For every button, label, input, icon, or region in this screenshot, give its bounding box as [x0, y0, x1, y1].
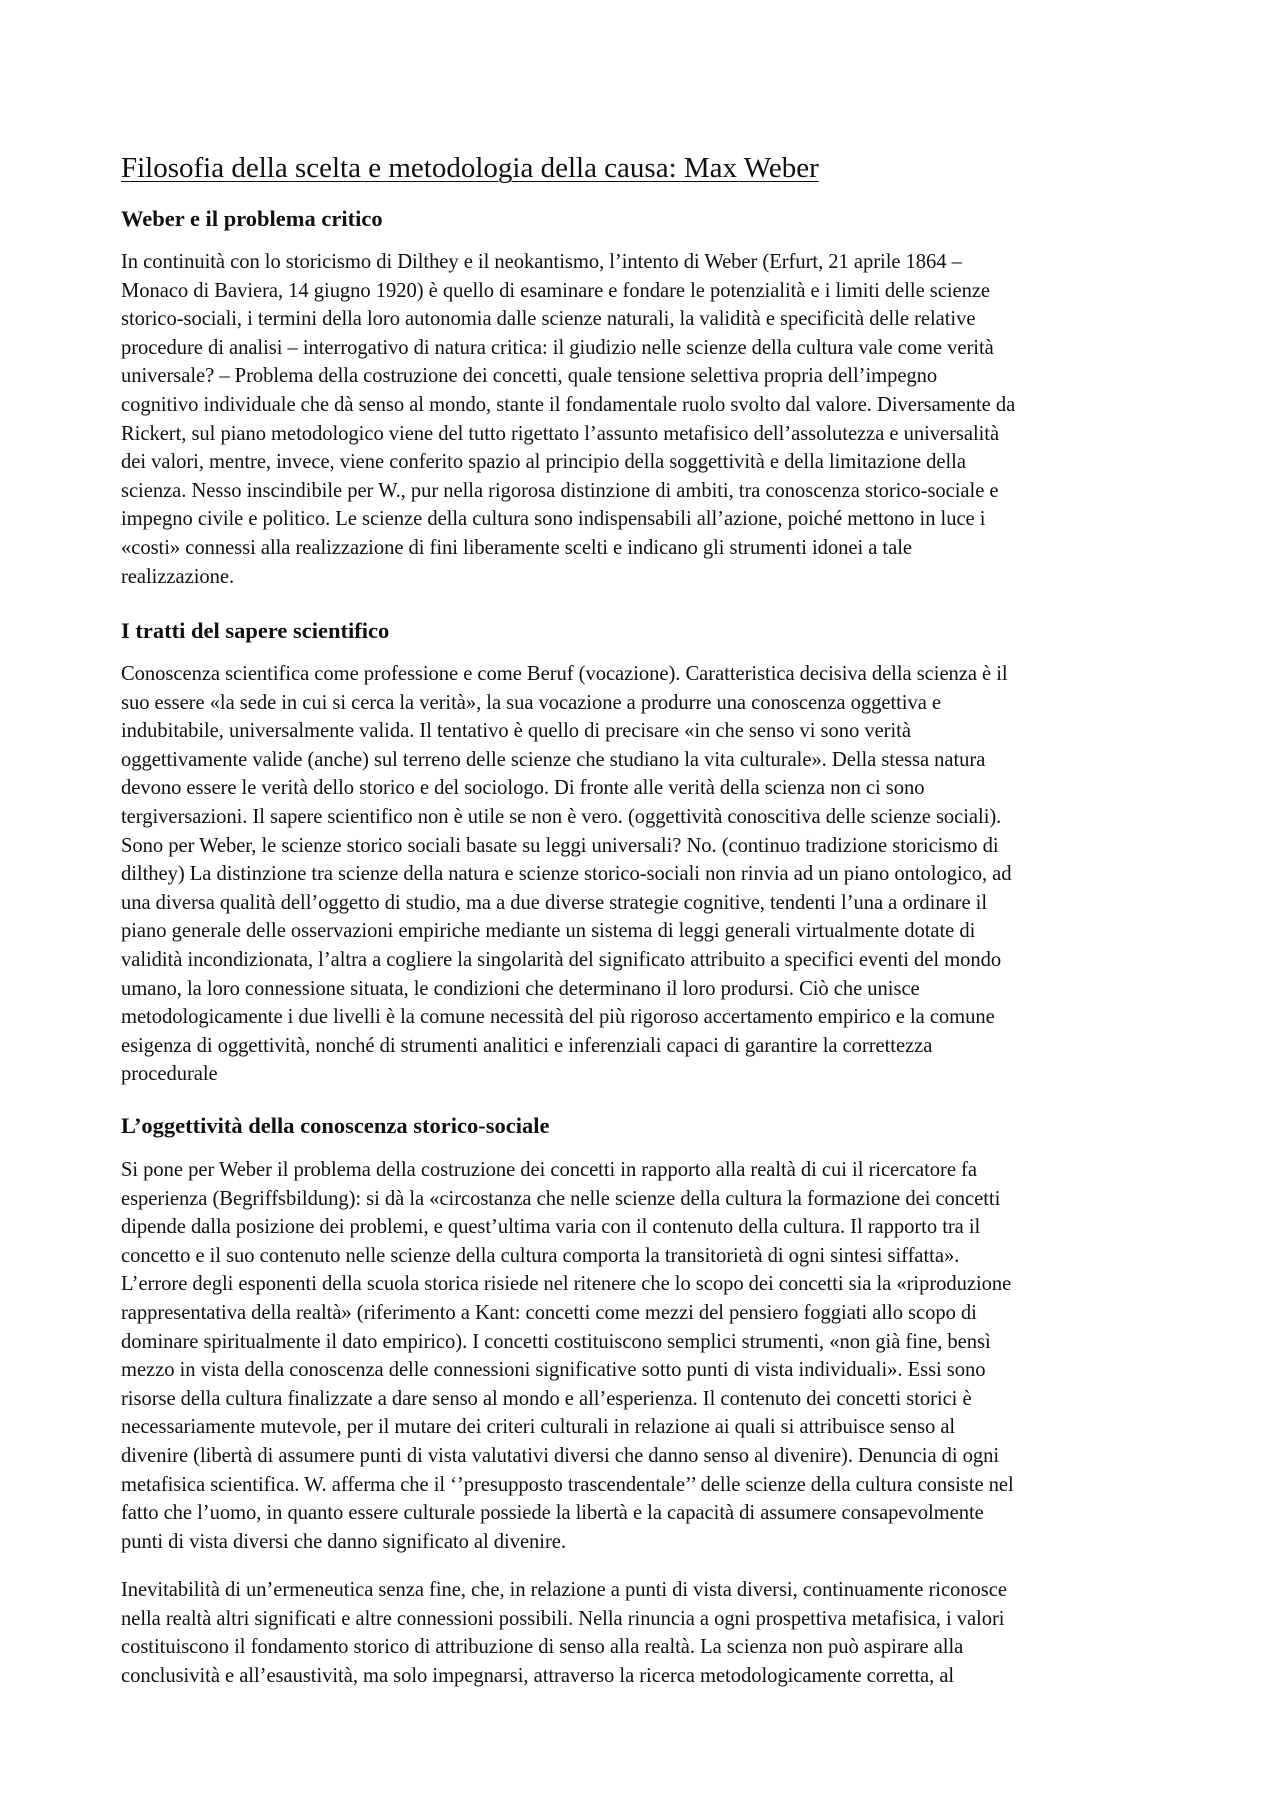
section-heading: Weber e il problema critico: [121, 206, 383, 231]
section-weber-problema-critico: [121, 204, 1161, 591]
section-paragraph: Inevitabilità di un’ermeneutica senza fine, che, in relazione a punti di vista diversi, continuamente riconosce nella realtà altri significati e altre connessioni possibili. Nella rinuncia a ogni prospettiva metafisica, i valori costituiscono il fondamento storico di attribuzione di senso alla realtà. La scienza non può aspirare alla conclusività e all’esaustività, ma solo impegnarsi, attraverso la ricerca metodologicamente corretta, al: [121, 1579, 1007, 1687]
section-paragraph: Conoscenza scientifica come professione e come Beruf (vocazione). Caratteristica decisiva della scienza è il suo essere «la sede in cui si cerca la verità», la sua vocazione a produrre una conoscenza oggettiva e indubitabile, universalmente valida. Il tentativo è quello di precisare «in che senso vi sono verità oggettivamente valide (anche) sul terreno delle scienze che studiano la vita culturale». Della stessa natura devono essere le verità dello storico e del sociologo. Di fronte alle verità della scienza non ci sono tergiversazioni. Il sapere scientifico non è utile se non è vero. (oggettività conoscitiva delle scienze sociali). Sono per Weber, le scienze storico sociali basate su leggi universali? No. (continuo tradizione storicismo di dilthey) La distinzione tra scienze della natura e scienze storico-sociali non rinvia ad un piano ontologico, ad una diversa qualità dell’oggetto di studio, ma a due diverse strategie cognitive, tendenti l’una a ordinare il piano generale delle osservazioni empiriche mediante un sistema di leggi generali virtualmente dotate di validità incondizionata, l’altra a cogliere la singolarità del significato attribuito a specifici eventi del mondo umano, la loro connessione situata, le condizioni che determinano il loro prodursi. Ciò che unisce metodologicamente i due livelli è la comune necessità del più rigoroso accertamento empirico e la comune esigenza di oggettività, nonché di strumenti analitici e inferenziali capaci di garantire la correttezza procedurale: [121, 663, 1012, 1086]
section-paragraph: In continuità con lo storicismo di Dilthey e il neokantismo, l’intento di Weber (Erfurt, 21 aprile 1864 – Monaco di Baviera, 14 giugno 1920) è quello di esaminare e fondare le potenzialità e i limiti delle scienze storico-sociali, i termini della loro autonomia dalle scienze naturali, la validità e specificità delle relative procedure di analisi – interrogativo di natura critica: il giudizio nelle scienze della cultura vale come verità universale? – Problema della costruzione dei concetti, quale tensione selettiva propria dell’impegno cognitivo individuale che dà senso al mondo, stante il fondamentale ruolo svolto dal valore. Diversamente da Rickert, sul piano metodologico viene del tutto rigettato l’assunto metafisico dell’assolutezza e universalità dei valori, mentre, invece, viene conferito spazio al principio della soggettività e della limitazione della scienza. Nesso inscindibile per W., pur nella rigorosa distinzione di ambiti, tra conoscenza storico-sociale e impegno civile e politico. Le scienze della cultura sono indispensabili all’azione, poiché mettono in luce i «costi» connessi alla realizzazione di fini liberamente scelti e indicano gli strumenti idonei a tale realizzazione.: [121, 251, 1016, 588]
section-oggettivita-conoscenza: [121, 1111, 1161, 1556]
document-title: Filosofia della scelta e metodologia della causa: Max Weber: [121, 152, 819, 184]
section-tratti-sapere-scientifico: [121, 616, 1161, 1089]
section-heading: L’oggettività della conoscenza storico-sociale: [121, 1113, 550, 1138]
section-heading: I tratti del sapere scientifico: [121, 618, 390, 643]
section-paragraph: Si pone per Weber il problema della costruzione dei concetti in rapporto alla realtà di cui il ricercatore fa esperienza (Begriffsbildung): si dà la «circostanza che nelle scienze della cultura la formazione dei concetti dipende dalla posizione dei problemi, e quest’ultima varia con il contenuto della cultura. Il rapporto tra il concetto e il suo contenuto nelle scienze della cultura comporta la transitorietà di ogni sintesi siffatta». L’errore degli esponenti della scuola storica risiede nel ritenere che lo scopo dei concetti sia la «riproduzione rappresentativa della realtà» (riferimento a Kant: concetti come mezzi del pensiero foggiati allo scopo di dominare spiritualmente il dato empirico). I concetti costituiscono semplici strumenti, «non già fine, bensì mezzo in vista della conoscenza delle connessioni significative sotto punti di vista individuali». Essi sono risorse della cultura finalizzate a dare senso al mondo e all’esperienza. Il contenuto dei concetti storici è necessariamente mutevole, per il mutare dei criteri culturali in relazione ai quali si attribuisce senso al divenire (libertà di assumere punti di vista valutativi diversi che danno senso al divenire). Denuncia di ogni metafisica scientifica. W. afferma che il ‘’presupposto trascendentale’’ delle scienze della cultura consiste nel fatto che l’uomo, in quanto essere culturale possiede la libertà e la capacità di assumere consapevolmente punti di vista diversi che danno significato al divenire.: [121, 1159, 1014, 1553]
